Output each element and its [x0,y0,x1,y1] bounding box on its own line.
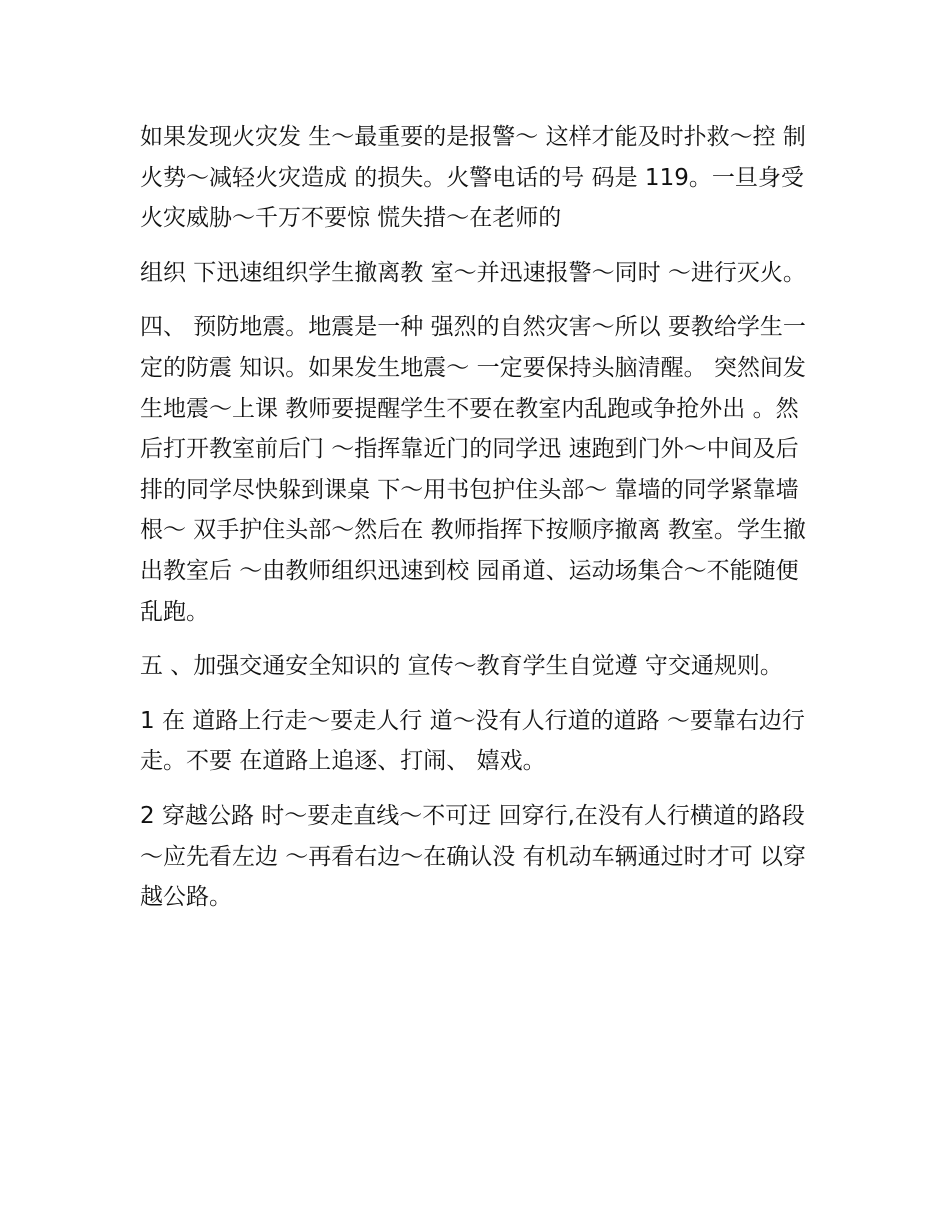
paragraph-rule-2: 2 穿越公路 时～要走直线～不可迂 回穿行,在没有人行横道的路段～应先看左边 ～再看右边～在确认没 有机动车辆通过时才可 以穿越公路。 [140,802,806,911]
paragraph-earthquake: 四、 预防地震。地震是一种 强烈的自然灾害～所以 要教给学生一定的防震 知识。如果发生地震～ 一定要保持头脑清醒。 突然间发生地震～上课 教师要提醒学生不要在教室内乱跑或争抢外出 。然后打开教室前后门 ～指挥靠近门的同学迅 速跑到门外～中间及后 排的同学尽快躲到课桌 下～用书包护住头部～ 靠墙的同学紧靠墙根～ 双手护住头部～然后在 教师指挥下按顺序撤离 教室。学生撤出教室后 ～由教师组织迅速到校 园甬道、运动场集合～不能随便乱跑。 [140,314,806,625]
paragraph-fire-report: 如果发现火灾发 生～最重要的是报警～ 这样才能及时扑救～控 制火势～减轻火灾造成 的损失。火警电话的号 码是 119。一旦身受 火灾威胁～千万不要惊 慌失措～在老师的 [140,124,806,232]
document-page [140,117,808,932]
paragraph-rule-1: 1 在 道路上行走～要走人行 道～没有人行道的道路 ～要靠右边行走。不要 在道路上追逐、打闹、 嬉戏。 [140,707,805,775]
paragraph-traffic-heading: 五 、加强交通安全知识的 宣传～教育学生自觉遵 守交通规则。 [140,653,783,680]
paragraph-evacuation: 组织 下迅速组织学生撤离教 室～并迅速报警～同时 ～进行灭火。 [140,259,806,286]
